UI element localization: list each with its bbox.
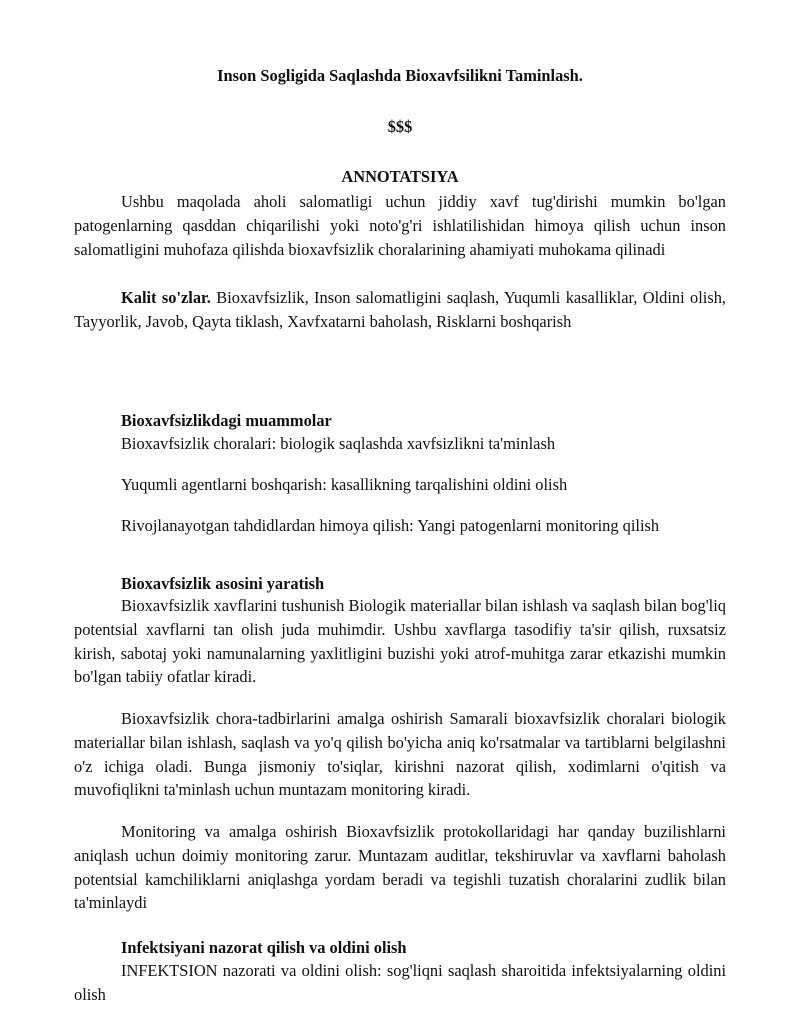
annotation-text: Ushbu maqolada aholi salomatligi uchun jiddiy xavf tug'dirishi mumkin bo'lgan patogenlarning qasddan chiqarilishi yoki noto'g'ri ishlatilishidan himoya qilish uchun inson salomatligini muhofaza qilishda bioxavfsizlik choralarining ahamiyati muhokama qilinadi (74, 192, 726, 259)
body-paragraph: INFEKTSION nazorati va oldini olish: sog'liqni saqlash sharoitida infektsiyalarning oldini olish (74, 961, 726, 1004)
body-paragraph: Bioxavfsizlik xavflarini tushunish Biologik materiallar bilan ishlash va saqlash bilan bog'liq potentsial xavflarni tan olish juda muhimdir. Ushbu xavflarga tasodifiy ta'sir qilish, ruxsatsiz kirish, sabotaj yoki namunalarning yaxlitligini buzishi yoki atrof-muhitga zarar etkazishi mumkin bo'lgan tabiiy ofatlar kiradi. (74, 596, 726, 687)
list-item: Yuqumli agentlarni boshqarish: kasallikning tarqalishini oldini olish (121, 475, 568, 494)
keywords-label: Kalit so'zlar. (121, 288, 211, 307)
body-paragraph: Monitoring va amalga oshirish Bioxavfsizlik protokollaridagi har qanday buzilishlarni aniqlash uchun doimiy monitoring zarur. Muntazam auditlar, tekshiruvlar va xavflarni baholash potentsial kamchiliklarni aniqlashga yordam beradi va tegishli tuzatish choralarini zudlik bilan ta'minlaydi (74, 822, 726, 913)
section-heading-foundation: Bioxavfsizlik asosini yaratish (121, 574, 325, 593)
annotation-heading: ANNOTATSIYA (341, 167, 459, 186)
keywords-paragraph (74, 286, 726, 334)
body-paragraph: Bioxavfsizlik chora-tadbirlarini amalga oshirish Samarali bioxavfsizlik choralari biologik materiallar bilan ishlash, saqlash va yo'q qilish bo'yicha aniq ko'rsatmalar va tartiblarni belgilashni o'z ichiga oladi. Bunga jismoniy to'siqlar, kirishni nazorat qilish, xodimlarni o'qitish va muvofiqlikni ta'minlash uchun muntazam monitoring kiradi. (74, 709, 726, 800)
keywords-text: Bioxavfsizlik, Inson salomatligini saqlash, Yuqumli kasalliklar, Oldini olish, Tayyorlik, Javob, Qayta tiklash, Xavfxatarni baholash, Risklarni boshqarish (74, 288, 726, 331)
document-title: Inson Sogligida Saqlashda Bioxavfsilikni Taminlash. (217, 66, 583, 85)
author-placeholder: $$$ (387, 117, 413, 136)
list-item: Bioxavfsizlik choralari: biologik saqlashda xavfsizlikni ta'minlash (121, 434, 556, 453)
list-item: Rivojlanayotgan tahdidlardan himoya qilish: Yangi patogenlarni monitoring qilish (121, 516, 660, 535)
section-heading-infection-control: Infektsiyani nazorat qilish va oldini olish (121, 938, 407, 957)
section-heading-challenges: Bioxavfsizlikdagi muammolar (121, 411, 332, 430)
